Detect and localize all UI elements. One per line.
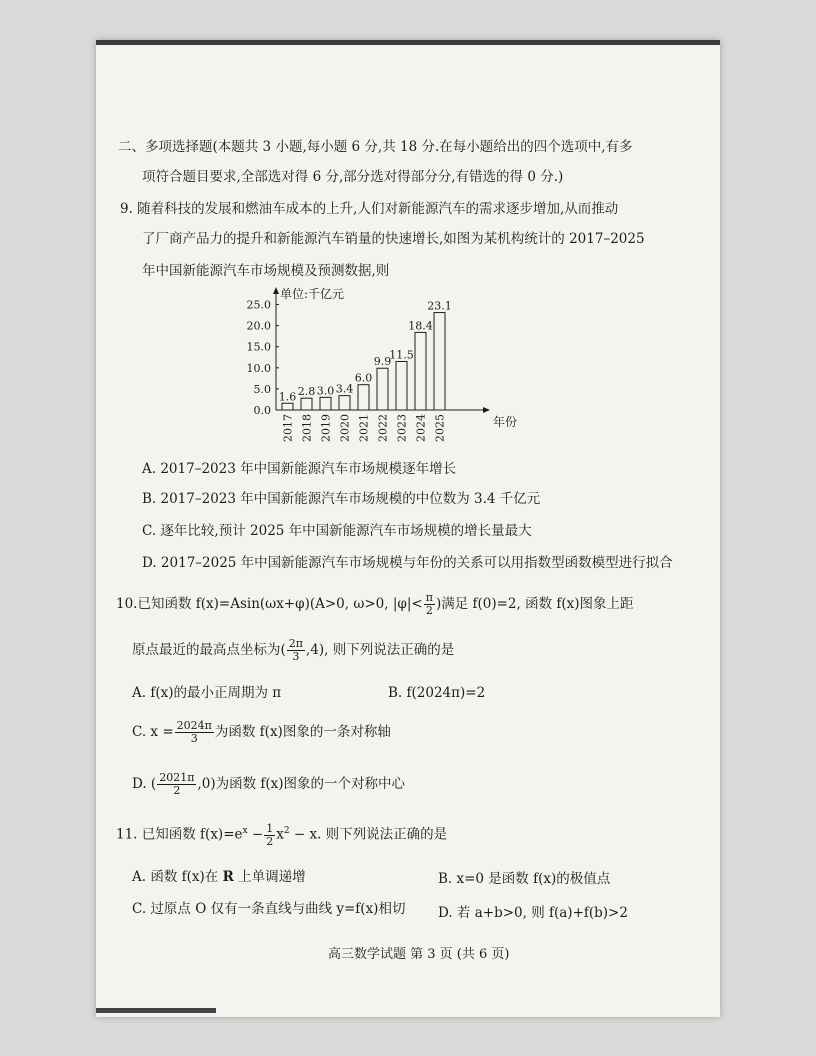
x-tick-label: 2017	[281, 414, 295, 442]
bar	[301, 398, 312, 410]
y-tick-label: 25.0	[246, 298, 271, 312]
y-tick-label: 15.0	[246, 340, 271, 354]
q9-stem-line1: 9. 随着科技的发展和燃油车成本的上升,人们对新能源汽车的需求逐步增加,从而推动	[120, 201, 619, 217]
x-tick-label: 2021	[357, 414, 371, 442]
frac-den: 3	[190, 732, 198, 745]
x-tick-label: 2018	[300, 414, 314, 442]
bar	[320, 397, 331, 410]
frac-num: 2π	[288, 637, 304, 650]
bar-value-label: 2.8	[297, 385, 316, 399]
bar	[377, 368, 388, 410]
y-tick-label: 20.0	[246, 319, 271, 333]
frac-num: 2021π	[159, 771, 195, 784]
x-tick-label: 2020	[338, 414, 352, 442]
bar-value-label: 11.5	[389, 348, 414, 362]
q11-stem	[116, 822, 447, 848]
x-tick-label: 2025	[433, 414, 447, 442]
q11-option-a-text-2: 上单调递增	[233, 869, 306, 885]
q10-text-2: )满足 f(0)=2, 函数 f(x)图象上距	[435, 596, 634, 612]
q11-option-a-text-1: A. 函数 f(x)在	[132, 869, 223, 885]
bar	[339, 396, 350, 410]
page-footer: 高三数学试题 第 3 页 (共 6 页)	[328, 947, 510, 962]
bar	[358, 385, 369, 410]
bar	[434, 313, 445, 410]
q10-option-c-text: 为函数 f(x)图象的一条对称轴	[214, 724, 391, 740]
q10-option-a: A. f(x)的最小正周期为 π	[132, 685, 282, 701]
q9-stem-line2: 了厂商产品力的提升和新能源汽车销量的快速增长,如图为某机构统计的 2017–2025	[142, 231, 645, 247]
q9-option-d: D. 2017–2025 年中国新能源汽车市场规模与年份的关系可以用指数型函数模型进行拟合	[142, 555, 673, 571]
q11-option-b: B. x=0 是函数 f(x)的极值点	[438, 871, 611, 887]
frac-den: 2	[173, 784, 181, 797]
frac-den: 2	[425, 604, 433, 617]
q9-option-a: A. 2017–2023 年中国新能源汽车市场规模逐年增长	[142, 461, 457, 477]
market-size-chart	[236, 286, 536, 446]
fraction-one-half	[264, 823, 275, 848]
bar-value-label: 6.0	[354, 371, 373, 385]
frac-num: 2024π	[176, 719, 212, 732]
q10-text-1: 已知函数 f(x)=Asin(ωx+φ)(A>0, ω>0, |φ|<	[137, 596, 423, 612]
bar-value-label: 3.0	[316, 384, 335, 398]
y-axis-arrow	[273, 287, 279, 294]
x-axis-labels	[282, 414, 447, 442]
y-tick-label: 0.0	[253, 404, 271, 417]
q10-text-4: ,4), 则下列说法正确的是	[306, 642, 455, 658]
bars	[279, 300, 452, 410]
bar	[282, 403, 293, 410]
q10-option-d	[132, 772, 405, 797]
q11-option-a-R: R	[222, 869, 234, 885]
section-heading-line1: 二、多项选择题(本题共 3 小题,每小题 6 分,共 18 分.在每小题给出的四个选项中,有多	[118, 139, 633, 155]
fraction-2021pi-over-2	[157, 772, 196, 797]
q10-option-d-text: ,0)为函数 f(x)图象的一个对称中心	[197, 776, 406, 792]
fraction-2pi-over-3	[287, 638, 305, 663]
q10-option-d-prefix: D. (	[132, 776, 157, 792]
x-axis-label: 年份	[493, 415, 518, 429]
y-tick-label: 10.0	[246, 361, 271, 375]
frac-den: 2	[266, 834, 274, 848]
x-tick-label: 2023	[395, 414, 409, 442]
bar-value-label: 23.1	[427, 299, 452, 313]
q11-option-c: C. 过原点 O 仅有一条直线与曲线 y=f(x)相切	[132, 901, 406, 917]
q11-text-2: − x. 则下列说法正确的是	[289, 826, 448, 843]
q11-exp-2: 2	[283, 826, 290, 836]
bar-value-label: 9.9	[373, 355, 392, 369]
x-tick-label: 2024	[414, 414, 428, 442]
bar	[415, 332, 426, 410]
y-axis-ticks	[247, 299, 280, 417]
bar-value-label: 3.4	[335, 382, 354, 396]
q10-option-c-prefix: C. x =	[132, 724, 174, 740]
x-axis-arrow	[483, 407, 490, 413]
section-heading-line2: 项符合题目要求,全部选对得 6 分,部分选对得部分分,有错选的得 0 分.)	[142, 169, 564, 185]
bar-value-label: 1.6	[278, 390, 297, 404]
q11-option-a	[132, 868, 306, 886]
frac-den: 3	[292, 650, 300, 663]
q10-number: 10.	[116, 596, 138, 612]
q11-exp-x: x	[242, 826, 248, 836]
q10-option-b: B. f(2024π)=2	[388, 685, 486, 701]
q9-option-c: C. 逐年比较,预计 2025 年中国新能源汽车市场规模的增长量最大	[142, 523, 532, 539]
q11-x: x	[276, 826, 284, 843]
q10-option-c	[132, 720, 391, 745]
fraction-pi-over-2	[424, 592, 435, 617]
bar	[396, 361, 407, 410]
fraction-2024pi-over-3	[175, 720, 214, 745]
x-tick-label: 2022	[376, 414, 390, 442]
y-axis-label: 单位:千亿元	[280, 287, 345, 301]
q11-option-d: D. 若 a+b>0, 则 f(a)+f(b)>2	[438, 905, 628, 921]
q10-stem-line1	[116, 592, 634, 617]
scan-edge	[96, 1008, 216, 1013]
q11-minus: −	[247, 826, 264, 843]
q11-text-1: 11. 已知函数 f(x)=e	[116, 826, 243, 843]
x-tick-label: 2019	[319, 414, 333, 442]
q9-stem-line3: 年中国新能源汽车市场规模及预测数据,则	[142, 263, 390, 279]
q10-stem-line2	[132, 638, 454, 663]
frac-num: 1	[266, 821, 274, 835]
q10-text-3: 原点最近的最高点坐标为(	[132, 642, 286, 658]
y-tick-label: 5.0	[253, 382, 271, 396]
frac-num: π	[425, 591, 433, 604]
bar-value-label: 18.4	[408, 319, 433, 333]
q9-option-b: B. 2017–2023 年中国新能源汽车市场规模的中位数为 3.4 千亿元	[142, 491, 541, 507]
